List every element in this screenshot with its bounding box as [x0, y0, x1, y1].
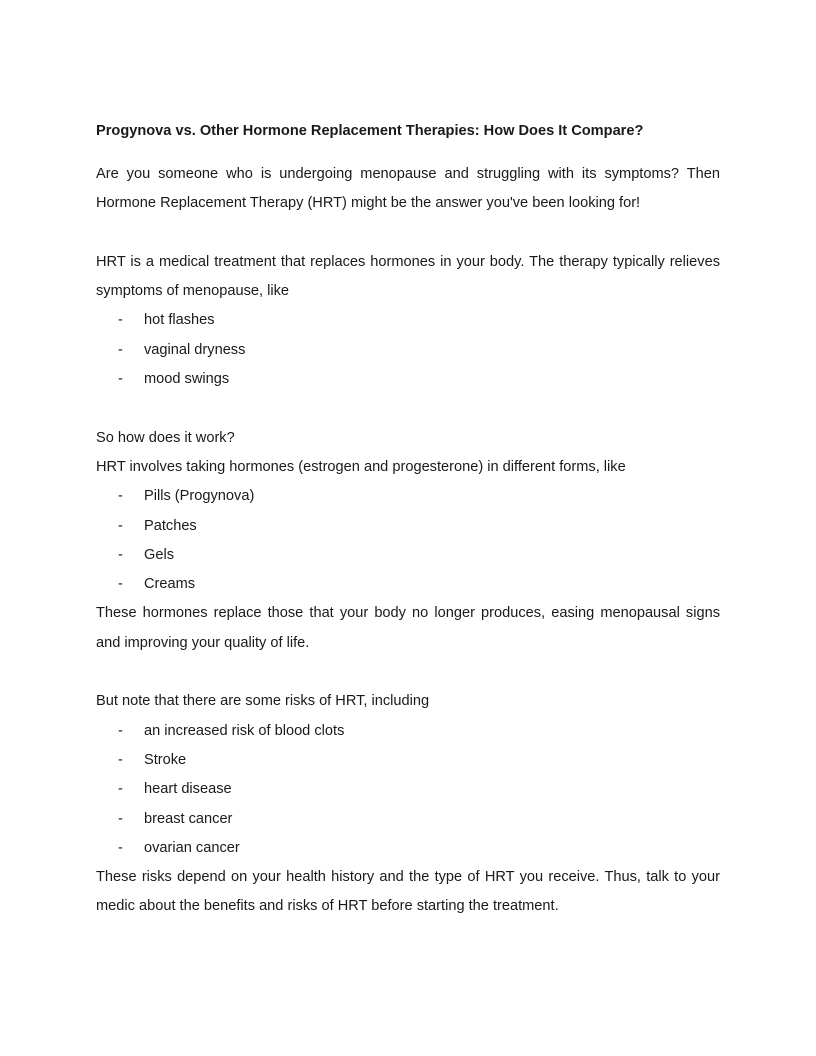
list-item: - Patches	[96, 512, 720, 541]
bullet-dash: -	[118, 488, 123, 505]
bullet-dash: -	[118, 546, 123, 563]
list-item: - Gels	[96, 541, 720, 570]
list-item: - Stroke	[96, 746, 720, 775]
list-item: - hot flashes	[96, 306, 720, 335]
forms-list	[96, 482, 720, 599]
risks-intro: But note that there are some risks of HRT, including	[96, 693, 430, 710]
bullet-dash: -	[118, 312, 123, 329]
spacer	[96, 658, 720, 687]
how-result-paragraph: These hormones replace those that your body no longer produces, easing menopausal signs and improving your quality of life.	[96, 605, 720, 651]
bullet-dash: -	[118, 576, 123, 593]
list-item: - vaginal dryness	[96, 336, 720, 365]
bullet-dash: -	[118, 751, 123, 768]
risks-list	[96, 717, 720, 863]
bullet-dash: -	[118, 341, 123, 358]
spacer	[96, 219, 720, 248]
list-item: - ovarian cancer	[96, 834, 720, 863]
symptoms-list	[96, 306, 720, 394]
list-item: - an increased risk of blood clots	[96, 717, 720, 746]
list-item: - Pills (Progynova)	[96, 482, 720, 511]
bullet-dash: -	[118, 781, 123, 798]
bullet-dash: -	[118, 839, 123, 856]
list-item: - heart disease	[96, 775, 720, 804]
list-item: - mood swings	[96, 365, 720, 394]
conclusion-paragraph: These risks depend on your health history and the type of HRT you receive. Thus, talk to your medic about the benefits and risks of HRT before starting the treatment.	[96, 869, 720, 915]
bullet-dash: -	[118, 722, 123, 739]
document-page	[96, 121, 720, 922]
intro-paragraph: Are you someone who is undergoing menopause and struggling with its symptoms? Then Hormone Replacement Therapy (HRT) might be the answer you've been looking for!	[96, 166, 720, 212]
hrt-definition-paragraph: HRT is a medical treatment that replaces hormones in your body. The therapy typically relieves symptoms of menopause, like	[96, 253, 720, 300]
how-intro: HRT involves taking hormones (estrogen and progesterone) in different forms, like	[96, 458, 626, 475]
bullet-dash: -	[118, 810, 123, 827]
bullet-dash: -	[118, 517, 123, 534]
spacer	[96, 394, 720, 423]
bullet-dash: -	[118, 371, 123, 388]
document-title: Progynova vs. Other Hormone Replacement Therapies: How Does It Compare?	[96, 123, 644, 139]
how-question: So how does it work?	[96, 429, 235, 446]
list-item: - breast cancer	[96, 805, 720, 834]
list-item: - Creams	[96, 570, 720, 599]
